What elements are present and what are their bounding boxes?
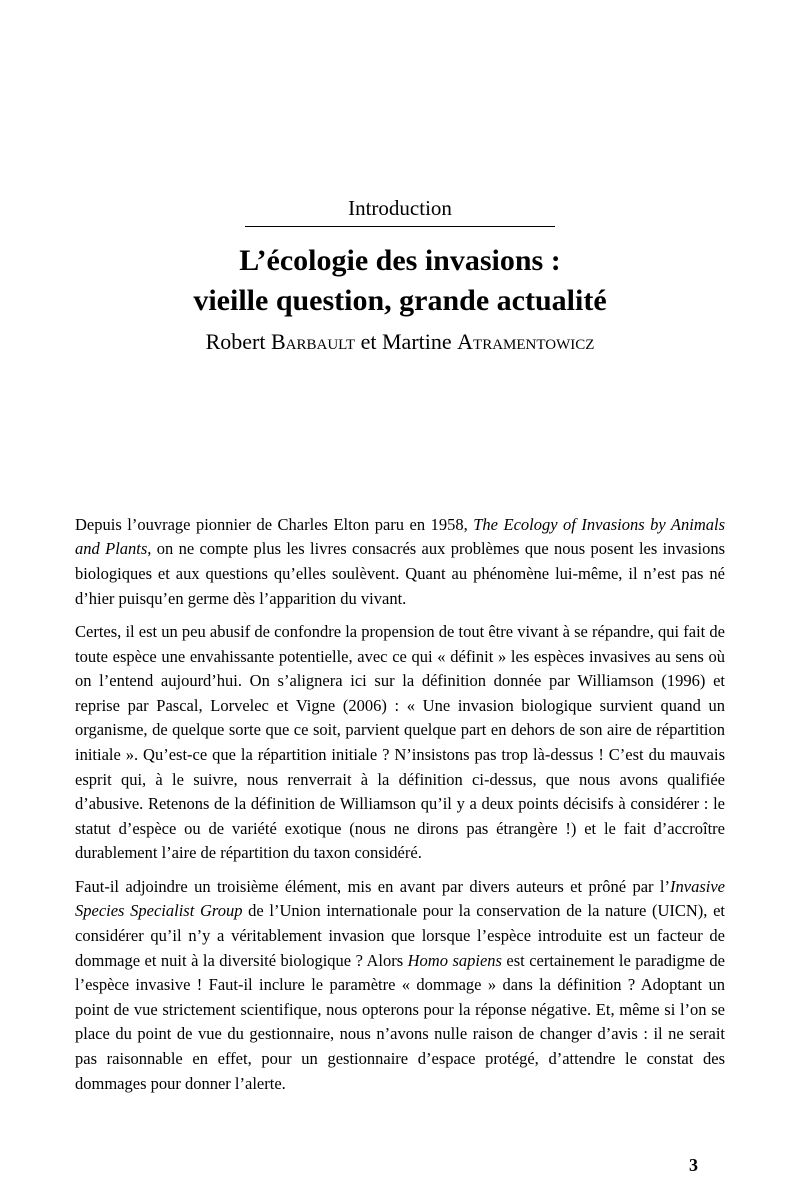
authors-line: Robert Barbault et Martine Atramentowicz <box>205 328 595 354</box>
paragraph: Faut-il adjoindre un troisième élément, mis en avant par divers auteurs et prôné par l’Invasive Species Specialist Group de l’Union internationale pour la conservation de la nature (UICN), et considérer qu’il n’y a véritablement invasion que lorsque l’espèce introduite est un facteur de dommage et nuit à la diversité biologique ? Alors Homo sapiens est certainement le paradigme de l’espèce invasive ! Faut-il inclure le paramètre « dommage » dans la définition ? Adoptant un point de vue strictement scientifique, nous opterons pour la réponse négative. Et, même si l’on se place du point de vue du gestionnaire, nous n’avons nulle raison de changer d’avis : il ne serait pas raisonnable en effet, pour un gestionnaire d’espace protégé, d’attendre le constat des dommages pour donner l’alerte. <box>75 876 725 1093</box>
paragraph: Certes, il est un peu abusif de confondre la propension de tout être vivant à se répandre, qui fait de toute espèce une envahissante potentielle, avec ce qui « définit » les espèces invasives au sens où on l’entend aujourd’hui. On s’alignera ici sur la définition donnée par Williamson (1996) et reprise par Pascal, Lorvelec et Vigne (2006) : « Une invasion biologique survient quand un organisme, de quelque sorte que ce soit, parvient quelque part en dehors de son aire de répartition initiale ». Qu’est-ce que la répartition initiale ? N’insistons pas trop là-dessus ! C’est du mauvais esprit qui, à le suivre, nous renverrait à la définition ci-dessus, que nous avons qualifiée d’abusive. Retenons de la définition de Williamson qu’il y a deux points décisifs à considérer : le statut d’espèce ou de variété exotique (nous ne dirons pas étrangère !) et le fait d’accroître durablement l’aire de répartition du taxon considéré. <box>75 622 725 863</box>
chapter-title-line1: L’écologie des invasions : <box>239 244 561 277</box>
chapter-head <box>0 0 800 355</box>
body-text <box>75 513 725 1096</box>
chapter-label: Introduction <box>245 196 555 227</box>
chapter-title-line2: vieille question, grande actualité <box>193 283 607 317</box>
paragraph: Depuis l’ouvrage pionnier de Charles Elton paru en 1958, The Ecology of Invasions by Animals and Plants, on ne compte plus les livres consacrés aux problèmes que nous posent les invasions biologiques et aux questions qu’elles soulèvent. Quant au phénomène lui-même, il n’est pas né d’hier puisqu’en germe dès l’apparition du vivant. <box>75 514 725 608</box>
page-number: 3 <box>689 1155 698 1175</box>
chapter-title <box>0 241 800 321</box>
